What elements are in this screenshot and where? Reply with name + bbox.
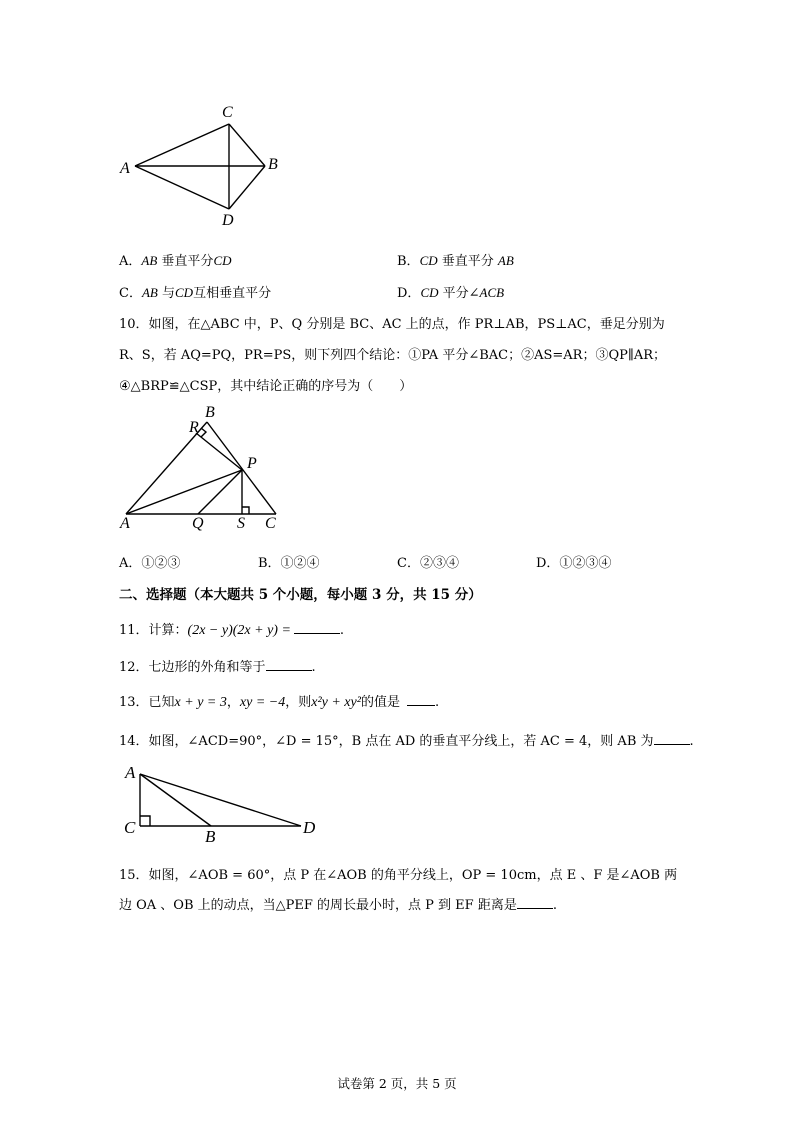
fig3-label-a: A bbox=[125, 763, 136, 782]
q13: 13．已知x + y = 3，xy = −4，则x²y + xy²的值是 . bbox=[119, 695, 440, 710]
fig3-label-d: D bbox=[303, 818, 316, 837]
q14: 14．如图，∠ACD=90°，∠D = 15°，B 点在 AD 的垂直平分线上，若 AC = 4，则 AB 为 . bbox=[119, 734, 694, 749]
fig2-label-b: B bbox=[205, 404, 215, 421]
section-heading: 二、选择题（本大题共 5 个小题，每小题 3 分，共 15 分） bbox=[119, 587, 482, 603]
q10-line3: ④△BRP≌△CSP，其中结论正确的序号为（ ） bbox=[119, 379, 413, 394]
fig2-label-a: A bbox=[120, 515, 130, 532]
q11: 11．计算：(2x − y)(2x + y) = . bbox=[119, 623, 345, 638]
q10-line1: 10．如图，在△ABC 中，P、Q 分别是 BC、AC 上的点，作 PR⊥AB，PS⊥AC，垂足分别为 bbox=[119, 317, 665, 332]
q10-option-c: C．②③④ bbox=[397, 556, 459, 571]
q15-line2: 边 OA 、OB 上的动点，当△PEF 的周长最小时，点 P 到 EF 距离是 . bbox=[119, 898, 557, 913]
q9-option-a: A．AB 垂直平分CD bbox=[119, 253, 232, 269]
fig2-label-s: S bbox=[237, 515, 245, 532]
fig1-label-a: A bbox=[120, 160, 130, 177]
q10-line2: R、S，若 AQ=PQ，PR=PS，则下列四个结论：①PA 平分∠BAC；②AS=AR；③QP∥AR； bbox=[119, 348, 667, 363]
fig2-label-q: Q bbox=[192, 515, 204, 532]
fig3-label-b: B bbox=[205, 827, 216, 846]
fig1-label-b: B bbox=[268, 156, 278, 173]
q10-option-b: B．①②④ bbox=[258, 556, 320, 571]
q10-option-a: A．①②③ bbox=[119, 556, 181, 571]
page-footer: 试卷第 2 页，共 5 页 bbox=[337, 1076, 457, 1091]
fig2-label-p: P bbox=[247, 455, 257, 472]
fig2-label-r: R bbox=[189, 419, 199, 436]
q10-option-d: D．①②③④ bbox=[536, 556, 612, 571]
segment-ad bbox=[140, 774, 301, 826]
right-angle-c bbox=[140, 816, 150, 826]
q9-option-d: D．CD 平分∠ACB bbox=[397, 285, 505, 301]
q9-option-b: B．CD 垂直平分 AB bbox=[397, 253, 514, 269]
fig1-label-d: D bbox=[222, 212, 234, 229]
q11-expression: (2x − y)(2x + y) = bbox=[187, 623, 291, 638]
q9-option-c: C．AB 与CD互相垂直平分 bbox=[119, 285, 272, 301]
q15-answer-blank bbox=[517, 896, 553, 909]
fig2-label-c: C bbox=[265, 515, 276, 532]
fig3-label-c: C bbox=[124, 818, 136, 837]
q12: 12．七边形的外角和等于 . bbox=[119, 660, 316, 675]
fig1-label-c: C bbox=[222, 104, 233, 121]
q15-line1: 15．如图，∠AOB = 60°，点 P 在∠AOB 的角平分线上，OP = 10cm，点 E 、F 是∠AOB 两 bbox=[119, 868, 678, 883]
